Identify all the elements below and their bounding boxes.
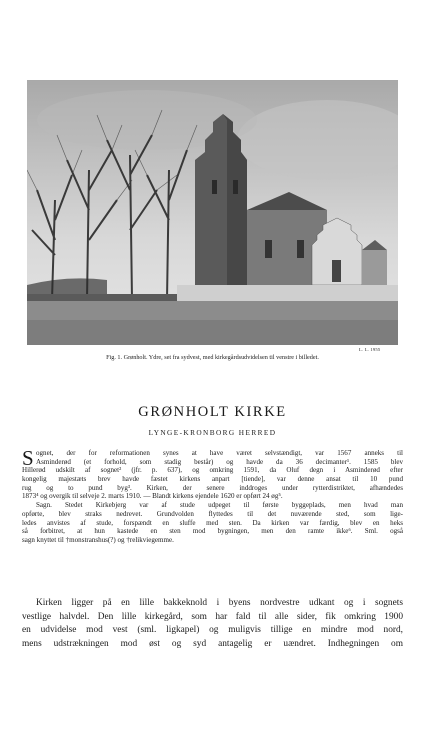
body-line: vestlige halvdel. Den lille kirkegård, som har fald til alle sider, fik omkring 1900 [22, 611, 403, 622]
intro-line: kongelig majestæts brev havde fæstet kirkens anpart [tiende], var denne ansat til 10 pund [22, 475, 403, 484]
intro-line: så forbitret, at hun kastede en sten mod bygningen, men den ramte ikke⁶. Sml. også [22, 527, 403, 536]
intro-line: ledes anvistes af stude, forspændt en sluffe med sten. Da kirken var færdig, blev en heks [22, 518, 403, 527]
intro-line: rug og to pund byg³. Kirken, der senere inddroges under rytterdistriktet, afhændedes [22, 483, 403, 492]
drop-cap: S [22, 446, 34, 470]
page-title: GRØNHOLT KIRKE [138, 404, 287, 420]
intro-line: Sagn. Stedet Kirkebjerg var af stude udpeget til første byggeplads, men hvad man [36, 501, 403, 510]
intro-line: sagn knyttet til †monstranshus(?) og †relikviegemme. [22, 535, 174, 544]
page-subtitle: LYNGE-KRONBORG HERRED [148, 428, 277, 437]
intro-line: 1873⁴ og overgik til selveje 2. marts 1910. — Blandt kirkens ejendele 1620 er opført 24 øg⁵. [22, 492, 283, 501]
church-photograph [27, 80, 398, 345]
intro-paragraph [22, 446, 403, 545]
figure-caption: Fig. 1. Grønholt. Ydre, set fra sydvest, med kirkegårdsudvidelsen til venstre i billedet. [106, 354, 319, 361]
body-line: en udvidelse mod vest (sml. ligkapel) og muligvis tillige en mindre mod nord, [22, 625, 403, 636]
body-line: Kirken ligger på en lille bakkeknold i byens nordvestre udkant og i sognets [36, 598, 403, 608]
intro-line: opførte, blev straks nedrevet. Grundvolden flyttedes til det nuværende sted, som lige- [22, 509, 403, 518]
body-line: mens udstrækningen mod øst og syd antagelig er uændret. Indhegningen om [22, 639, 403, 650]
intro-line: ognet, der for reformationen synes at have været selvstændigt, var 1567 anneks til [36, 449, 403, 457]
photo-credit: L. L. 1955 [359, 347, 381, 352]
body-paragraph [22, 597, 403, 652]
intro-line: Asminderød (et forhold, som stadig består) og havde da 36 decimanter¹. 1585 blev [36, 457, 403, 466]
intro-line: Hillerød udskilt af sognet² (jfr. p. 637), og omkring 1591, da Oluf degn i Asminderød efter [22, 466, 403, 475]
